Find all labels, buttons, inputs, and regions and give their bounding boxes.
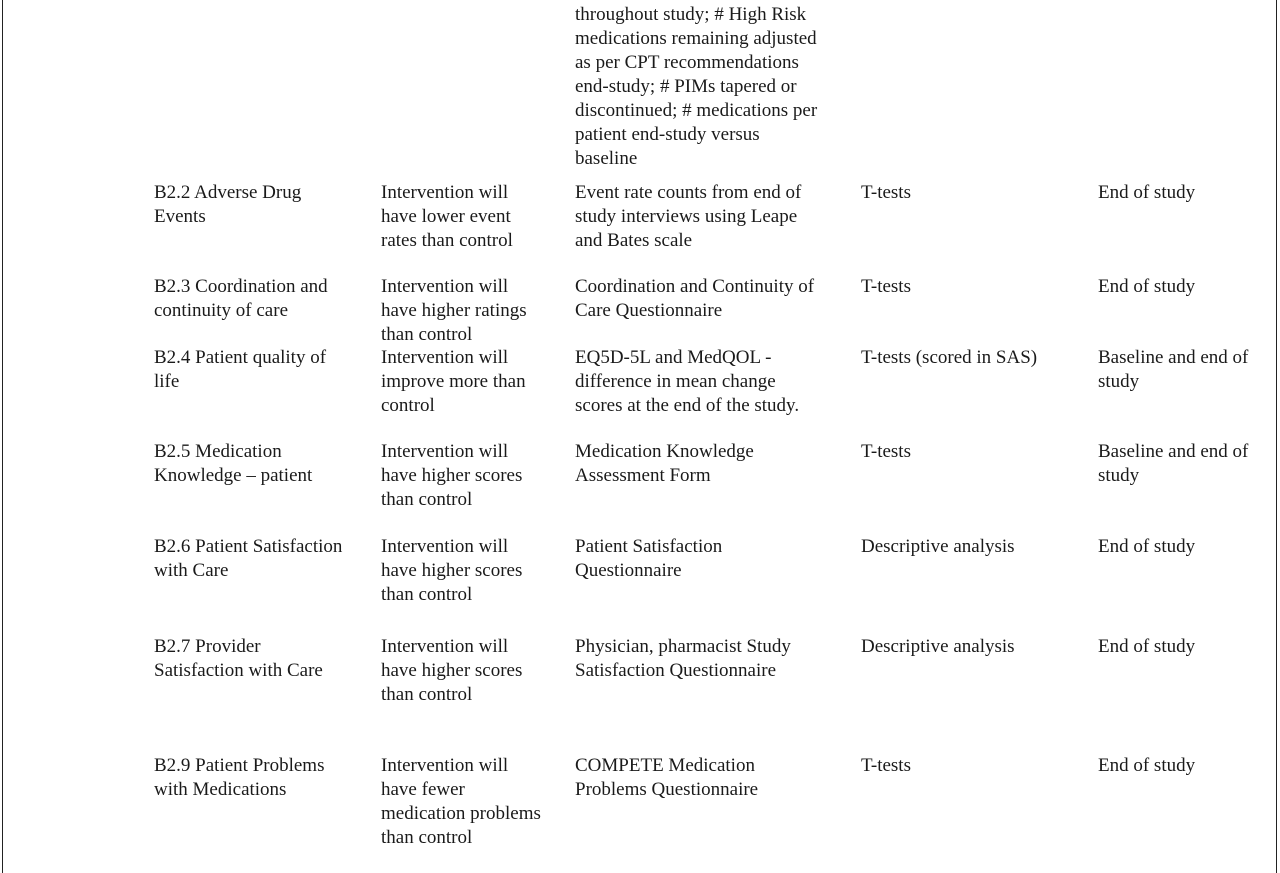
measure-cell: Coordination and Continuity of Care Questionnaire (575, 276, 815, 321)
outcome-cell: B2.4 Patient quality of life (154, 347, 327, 392)
timing-cell: End of study (1098, 276, 1196, 297)
outcome-cell: B2.2 Adverse Drug Events (154, 182, 302, 227)
analysis-cell: Descriptive analysis (861, 636, 1015, 657)
measure-cell: Medication Knowledge Assessment Form (575, 441, 754, 486)
timing-cell: Baseline and end of study (1098, 347, 1249, 392)
outcome-cell: B2.6 Patient Satisfaction with Care (154, 536, 343, 581)
hypothesis-cell: Intervention will have fewer medication problems than control (381, 755, 541, 848)
hypothesis-cell: Intervention will improve more than control (381, 347, 526, 416)
outcome-cell: B2.7 Provider Satisfaction with Care (154, 636, 323, 681)
timing-cell: Baseline and end of study (1098, 441, 1249, 486)
measure-cell: EQ5D-5L and MedQOL - difference in mean change scores at the end of the study. (575, 347, 800, 416)
analysis-cell: T-tests (861, 755, 911, 776)
measure-cell: COMPETE Medication Problems Questionnaire (575, 755, 759, 800)
measure-cell: Patient Satisfaction Questionnaire (575, 536, 723, 581)
analysis-cell: T-tests (scored in SAS) (861, 347, 1038, 368)
table-left-border (2, 0, 3, 873)
continued-measure-cell: throughout study; # High Risk medications remaining adjusted as per CPT recommendations end-study; # PIMs tapered or discontinued; # medications per patient end-study versus baseline (575, 4, 818, 169)
measure-cell: Physician, pharmacist Study Satisfaction Questionnaire (575, 636, 791, 681)
hypothesis-cell: Intervention will have higher scores than control (381, 636, 523, 705)
outcome-cell: B2.9 Patient Problems with Medications (154, 755, 325, 800)
timing-cell: End of study (1098, 755, 1196, 776)
hypothesis-cell: Intervention will have higher ratings than control (381, 276, 527, 345)
table-right-border (1276, 0, 1277, 873)
hypothesis-cell: Intervention will have higher scores than control (381, 536, 523, 605)
analysis-cell: T-tests (861, 276, 911, 297)
analysis-cell: Descriptive analysis (861, 536, 1015, 557)
outcome-cell: B2.3 Coordination and continuity of care (154, 276, 328, 321)
timing-cell: End of study (1098, 536, 1196, 557)
timing-cell: End of study (1098, 182, 1196, 203)
outcome-cell: B2.5 Medication Knowledge – patient (154, 441, 313, 486)
timing-cell: End of study (1098, 636, 1196, 657)
measure-cell: Event rate counts from end of study interviews using Leape and Bates scale (575, 182, 802, 251)
hypothesis-cell: Intervention will have higher scores than control (381, 441, 523, 510)
analysis-cell: T-tests (861, 441, 911, 462)
hypothesis-cell: Intervention will have lower event rates than control (381, 182, 513, 251)
analysis-cell: T-tests (861, 182, 911, 203)
